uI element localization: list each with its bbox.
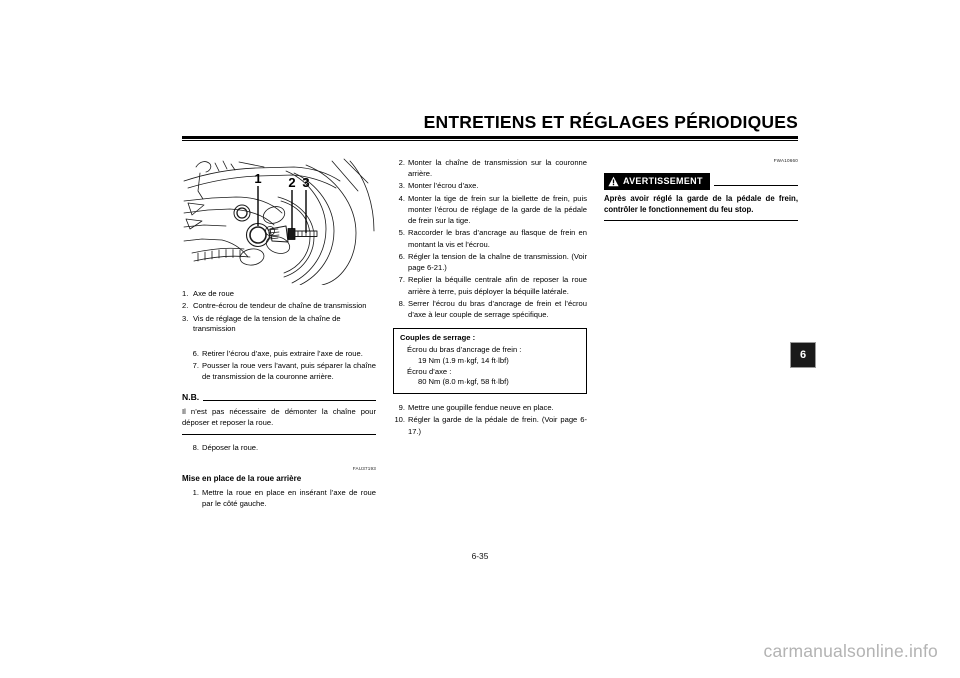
figure-legend (182, 289, 376, 335)
legend-item (182, 314, 376, 336)
step-number: 4. (398, 193, 405, 203)
note-label: N.B. (182, 392, 200, 403)
step-text: Serrer l’écrou du bras d’ancrage de frein et l’écrou d’axe à leur couple de serrage spécifique. (408, 298, 587, 320)
warning-header-rule (714, 185, 798, 186)
figure-callout-3: 3 (302, 175, 310, 190)
section-title-left: Mise en place de la roue arrière (182, 474, 302, 484)
legend-text: Vis de réglage de la tension de la chaîne de transmission (193, 313, 341, 334)
step-text: Déposer la roue. (202, 442, 259, 452)
step-item (393, 227, 587, 249)
spec-row-label: Écrou du bras d’ancrage de frein : (407, 345, 522, 355)
step-item (393, 274, 587, 296)
spec-row-label: Écrou d’axe : (407, 366, 452, 376)
step-item (393, 298, 587, 320)
note-body: Il n’est pas nécessaire de démonter la chaîne pour déposer et reposer la roue. (182, 407, 376, 428)
step-number: 5. (398, 228, 405, 238)
warning-body: Après avoir réglé la garde de la pédale de frein, contrôler le fonctionnement du feu stop. (604, 193, 798, 215)
step-item (393, 180, 587, 191)
step-number: 9. (398, 403, 405, 413)
legend-text: Contre-écrou de tendeur de chaîne de transmission (193, 301, 367, 311)
step-item (393, 414, 587, 436)
step-text: Régler la tension de la chaîne de transmission. (Voir page 6-21.) (408, 251, 587, 273)
middle-steps-group-b (393, 402, 587, 437)
step-number: 1. (192, 488, 199, 498)
header-rule-thick (182, 136, 798, 139)
step-item (393, 157, 587, 179)
warning-badge (604, 173, 710, 190)
warning-code: FWA10660 (773, 158, 798, 163)
left-steps-group-c (187, 487, 376, 509)
step-text: Raccorder le bras d’ancrage au flasque de frein en montant la vis et l’écrou. (408, 228, 587, 249)
right-column (604, 157, 798, 221)
warning-header (604, 173, 798, 190)
spec-row-value: 19 Nm (1.9 m·kgf, 14 ft·lbf) (418, 355, 509, 365)
legend-number: 3. (182, 313, 189, 323)
step-item (393, 402, 587, 413)
step-text: Monter l’écrou d’axe. (408, 181, 479, 191)
figure-callout-1: 1 (254, 171, 262, 186)
step-number: 7. (192, 360, 199, 370)
note-header (182, 391, 376, 404)
step-number: 6. (398, 251, 405, 261)
note-header-rule (203, 400, 376, 401)
legend-number: 2. (182, 301, 189, 311)
section-code-left: FAU37193 (352, 466, 376, 472)
step-text: Monter la tige de frein sur la biellette de frein, puis monter l’écrou de réglage de la garde de la pédale de frein sur la tige. (408, 193, 587, 226)
step-item (187, 487, 376, 509)
torque-spec-box (393, 328, 587, 394)
warning-badge-label: AVERTISSEMENT (623, 175, 703, 186)
page-header (182, 112, 798, 141)
left-steps-group-a (187, 348, 376, 383)
warning-triangle-icon (608, 176, 619, 187)
legend-number: 1. (182, 289, 189, 298)
step-number: 2. (398, 158, 405, 167)
step-item (393, 251, 587, 273)
spec-box-title: Couples de serrage : (400, 333, 476, 343)
page-number: 6-35 (471, 551, 489, 561)
step-item (187, 360, 376, 382)
step-number: 10. (394, 415, 405, 425)
warning-block (604, 173, 798, 221)
step-item (187, 442, 376, 453)
legend-item (182, 289, 376, 300)
warning-bottom-rule (604, 220, 798, 221)
step-text: Régler la garde de la pédale de frein. (Voir page 6-17.) (408, 415, 587, 436)
step-item (187, 348, 376, 359)
note-block (182, 391, 376, 435)
chapter-tab: 6 (790, 342, 816, 368)
rear-wheel-chain-adjuster-figure (182, 157, 376, 285)
left-column (182, 157, 376, 511)
legend-item (182, 301, 376, 312)
step-text: Mettre la roue en place en insérant l’axe de roue par le côté gauche. (202, 488, 376, 509)
step-text: Retirer l’écrou d’axe, puis extraire l’axe de roue. (202, 348, 363, 358)
watermark: carmanualsonline.info (763, 641, 938, 661)
step-text: Monter la chaîne de transmission sur la couronne arrière. (408, 158, 587, 179)
header-rule-thin (182, 140, 798, 141)
middle-column (393, 157, 587, 438)
middle-steps-group-a (393, 157, 587, 320)
figure-callout-2: 2 (288, 175, 296, 190)
step-text: Replier la béquille centrale afin de reposer la roue arrière à terre, puis déployer la béquille latérale. (408, 275, 587, 296)
step-text: Mettre une goupille fendue neuve en place. (408, 403, 554, 413)
step-number: 8. (192, 442, 199, 452)
legend-text: Axe de roue (193, 289, 234, 298)
step-number: 8. (398, 298, 405, 308)
step-number: 3. (398, 181, 405, 191)
page-title: ENTRETIENS ET RÉGLAGES PÉRIODIQUES (423, 112, 798, 132)
step-item (393, 193, 587, 227)
step-number: 6. (192, 348, 199, 358)
step-number: 7. (398, 275, 405, 285)
step-text: Pousser la roue vers l’avant, puis séparer la chaîne de transmission de la couronne arrière. (202, 360, 376, 382)
left-steps-group-b (187, 442, 376, 453)
spec-row-value: 80 Nm (8.0 m·kgf, 58 ft·lbf) (418, 377, 509, 387)
content-columns (182, 157, 798, 557)
